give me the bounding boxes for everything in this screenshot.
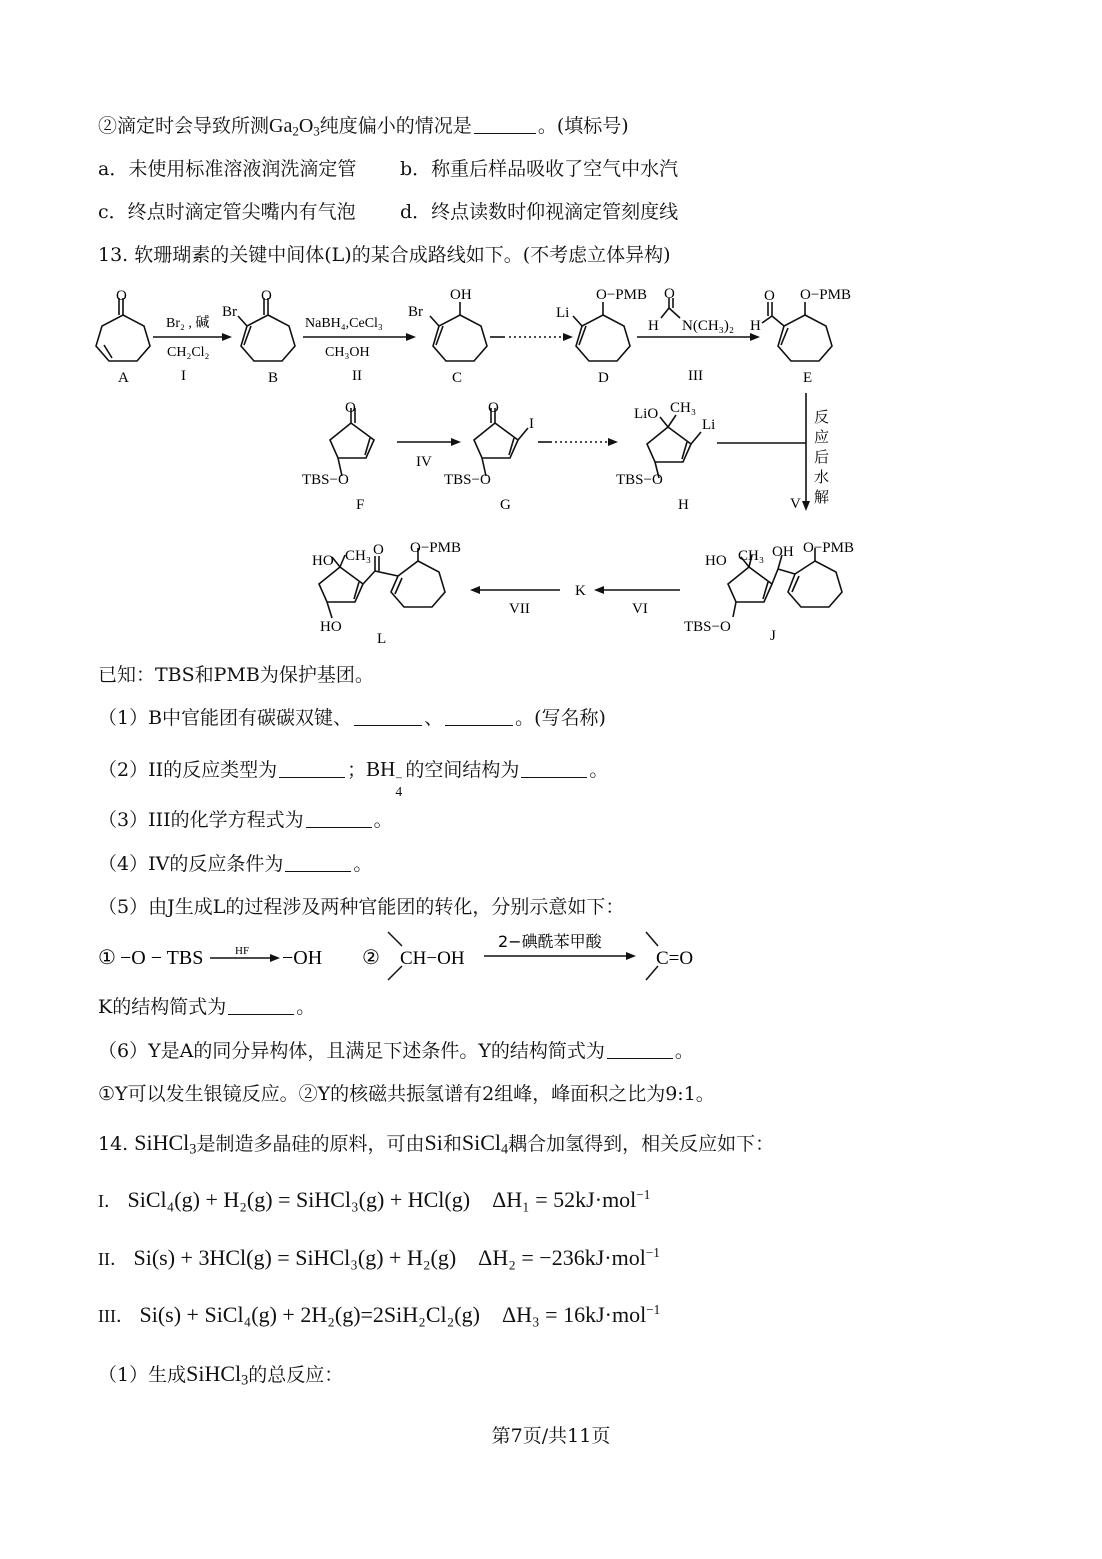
atom-o: O	[261, 288, 272, 304]
page-footer: 第7页/共11页	[491, 1425, 611, 1447]
reagent-ii-top: NaBH₄,CeCl₃	[305, 316, 383, 331]
q14-stem: 14. SiHCl$_3$是制造多晶硅的原料，可由Si和SiCl$_4$耦合加氢得到，相关反应如下：	[98, 1130, 775, 1158]
conversion-scheme	[90, 928, 810, 988]
reagent-i-top: Br₂ , 碱	[166, 316, 210, 331]
atom-tbso: TBS−O	[302, 472, 349, 488]
atom-li: Li	[556, 305, 570, 321]
conv1-right: −OH	[282, 947, 323, 969]
label-l: L	[377, 631, 387, 647]
q13-part6-conditions: ①Y可以发生银镜反应。②Y的核磁共振氢谱有2组峰，峰面积之比为9:1。	[98, 1083, 715, 1105]
conv2-left: CH−OH	[400, 948, 465, 969]
step-iii: III	[688, 368, 703, 384]
q13-part2: （2）II的反应类型为 ；BH − 4 的空间结构为 。	[98, 757, 609, 799]
atom-o: O	[373, 542, 384, 558]
atom-ch3: CH₃	[345, 548, 372, 564]
atom-i: I	[529, 416, 534, 432]
atom-o: O	[345, 400, 356, 416]
reaction-2: II． Si(s) + 3HCl(g) = SiHCl₃(g) + H₂(g) ΔH₂ = −236kJ·mol$^{-1}$	[98, 1245, 660, 1270]
atom-li: Li	[702, 417, 716, 433]
answer-blank[interactable]	[279, 759, 345, 778]
atom-o: O	[488, 400, 499, 416]
label-g: G	[500, 497, 511, 513]
label-b: B	[268, 370, 279, 386]
atom-oh: OH	[772, 544, 794, 560]
label-f: F	[356, 497, 365, 513]
conv1-reagent: HF	[235, 945, 250, 957]
synthesis-scheme	[0, 280, 1102, 655]
label-a: A	[118, 370, 129, 386]
q13-k-structure: K的结构简式为 。	[98, 996, 316, 1018]
atom-tbso: TBS−O	[616, 472, 663, 488]
answer-blank[interactable]	[228, 996, 294, 1015]
svg-text:应: 应	[814, 428, 830, 446]
atom-ho: HO	[320, 619, 342, 635]
label-d: D	[598, 370, 609, 386]
q13-part6: （6）Y是A的同分异构体，且满足下述条件。Y的结构简式为 。	[98, 1040, 694, 1062]
atom-h: H	[648, 318, 659, 334]
q13-part5: （5）由J生成L的过程涉及两种官能团的转化，分别示意如下：	[98, 896, 625, 918]
conv2-right: C=O	[656, 948, 694, 969]
svg-text:水: 水	[814, 468, 830, 486]
atom-o: O	[116, 288, 127, 304]
label-c: C	[452, 370, 463, 386]
step-v: V	[790, 496, 801, 512]
step-iv: IV	[416, 454, 432, 470]
q12-option-b: b．称重后样品吸收了空气中水汽	[400, 158, 679, 180]
answer-blank[interactable]	[607, 1040, 673, 1059]
atom-ho: HO	[312, 553, 334, 569]
atom-o: O	[664, 286, 675, 302]
reaction-3: III． Si(s) + SiCl₄(g) + 2H₂(g)=2SiH₂Cl₂(g) ΔH₃ = 16kJ·mol$^{-1}$	[98, 1302, 661, 1327]
conv1-num: ①	[98, 947, 116, 969]
atom-nme2: N(CH₃)₂	[682, 318, 735, 334]
intermediate-k: K	[575, 583, 586, 599]
step-i: I	[181, 368, 186, 384]
atom-br: Br	[408, 304, 423, 320]
q12-option-a: a．未使用标准溶液润洗滴定管	[98, 158, 357, 180]
atom-ho: HO	[705, 553, 727, 569]
q13-part1: （1）B中官能团有碳碳双键、 、 。(写名称)	[98, 707, 606, 729]
svg-text:反: 反	[814, 408, 830, 426]
label-h: H	[678, 497, 689, 513]
q12-item2: ②滴定时会导致所测$Ga_2O_3$纯度偏小的情况是 。(填标号)	[98, 115, 629, 139]
step-vi: VI	[632, 601, 648, 617]
label-e: E	[803, 370, 813, 386]
atom-opmb: O−PMB	[596, 287, 647, 303]
conv2-reagent: 2−碘酰苯甲酸	[498, 932, 602, 951]
q13-known: 已知：TBS和PMB为保护基团。	[98, 664, 374, 686]
svg-text:解: 解	[814, 488, 830, 506]
atom-h: H	[750, 318, 761, 334]
step-ii: II	[352, 368, 362, 384]
label-j: J	[770, 628, 776, 644]
atom-lio: LiO	[634, 406, 659, 422]
atom-tbso: TBS−O	[444, 472, 491, 488]
conv1-left: −O − TBS	[120, 947, 204, 969]
q12-option-c: c．终点时滴定管尖嘴内有气泡	[98, 201, 356, 223]
atom-oh: OH	[450, 287, 472, 303]
answer-blank[interactable]	[306, 809, 372, 828]
q13-part4: （4）IV的反应条件为 。	[98, 853, 373, 875]
q14-part1: （1）生成SiHCl$_3$的总反应：	[98, 1361, 344, 1389]
answer-blank[interactable]	[474, 115, 536, 134]
svg-text:后: 后	[814, 448, 830, 466]
atom-opmb: O−PMB	[803, 540, 854, 556]
reaction-1: I． SiCl₄(g) + H₂(g) = SiHCl₃(g) + HCl(g) ΔH₁ = 52kJ·mol$^{-1}$	[98, 1187, 651, 1212]
answer-blank[interactable]	[445, 707, 513, 726]
reagent-i-bottom: CH₂Cl₂	[167, 345, 210, 360]
conv2-num: ②	[362, 947, 380, 969]
q12-option-d: d．终点读数时仰视滴定管刻度线	[400, 201, 679, 223]
step-v-text	[814, 408, 829, 506]
reagent-ii-bottom: CH₃OH	[325, 345, 370, 360]
atom-ch3: CH₃	[738, 548, 765, 564]
atom-opmb: O−PMB	[410, 540, 461, 556]
q13-stem: 13. 软珊瑚素的关键中间体(L)的某合成路线如下。(不考虑立体异构)	[98, 244, 671, 266]
answer-blank[interactable]	[354, 707, 422, 726]
q13-part3: （3）III的化学方程式为 。	[98, 809, 393, 831]
answer-blank[interactable]	[521, 759, 587, 778]
step-vii: VII	[509, 601, 530, 617]
atom-opmb: O−PMB	[800, 287, 851, 303]
atom-tbso: TBS−O	[684, 619, 731, 635]
atom-ch3: CH₃	[670, 400, 697, 416]
atom-o: O	[764, 288, 775, 304]
answer-blank[interactable]	[285, 853, 351, 872]
atom-br: Br	[222, 304, 237, 320]
